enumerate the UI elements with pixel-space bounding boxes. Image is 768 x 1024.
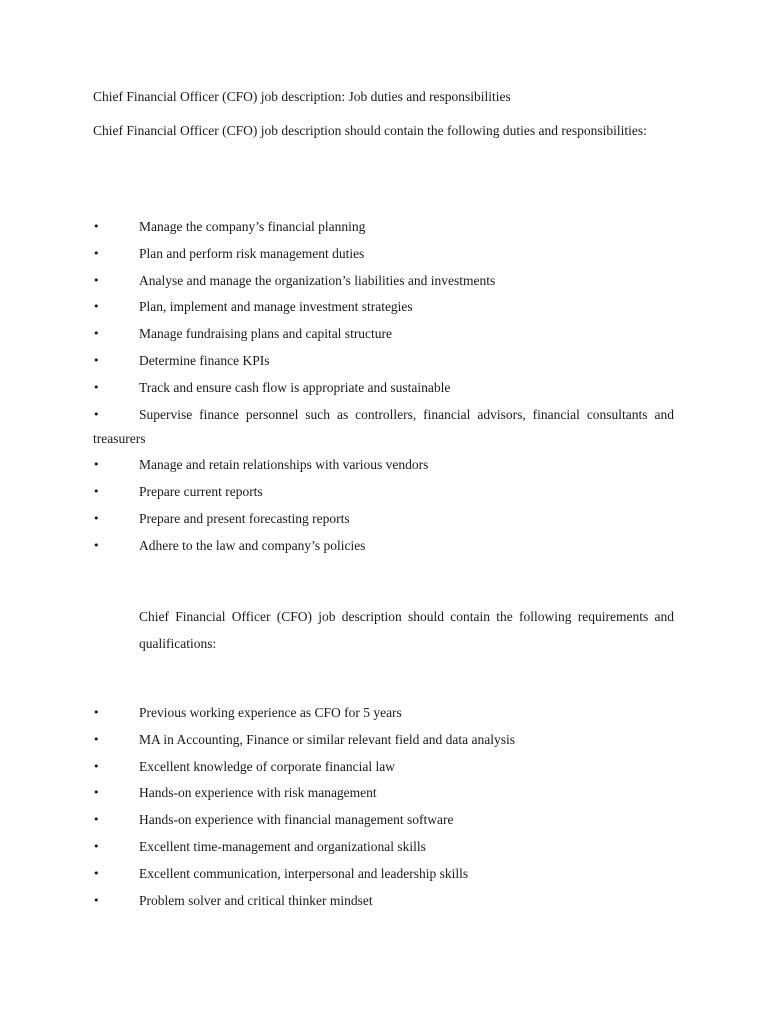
list-item-text: Prepare current reports	[139, 484, 263, 500]
bullet-icon: •	[93, 300, 100, 314]
list-item	[93, 755, 674, 779]
bullet-icon: •	[93, 353, 100, 367]
list-item-text: Problem solver and critical thinker mindset	[139, 892, 373, 908]
bullet-icon: •	[93, 246, 100, 260]
list-item-text: Hands-on experience with financial management software	[139, 812, 454, 828]
bullet-icon: •	[93, 407, 100, 421]
bullet-icon: •	[93, 706, 100, 719]
list-item-text: Analyse and manage the organization’s liabilities and investments	[139, 272, 496, 288]
list-item	[93, 781, 674, 805]
bullet-icon: •	[93, 866, 100, 880]
document-heading: Chief Financial Officer (CFO) job description: Job duties and responsibilities	[93, 89, 511, 104]
list-item-text: Hands-on experience with risk management	[139, 785, 377, 801]
list-item-text: MA in Accounting, Finance or similar relevant field and data analysis	[139, 731, 516, 747]
list-item-text: Plan and perform risk management duties	[139, 245, 365, 261]
list-item-text: Excellent communication, interpersonal and leadership skills	[139, 865, 469, 881]
list-item	[93, 376, 674, 400]
bullet-icon: •	[93, 485, 100, 499]
bullet-icon: •	[93, 273, 100, 287]
requirements-list	[93, 701, 674, 915]
bullet-icon: •	[93, 458, 100, 472]
list-item	[93, 889, 674, 913]
requirements-intro-paragraph: Chief Financial Officer (CFO) job description should contain the following requirements and qualifications:	[139, 609, 674, 651]
bullet-icon: •	[93, 511, 100, 525]
list-item-text: Manage and retain relationships with various vendors	[139, 457, 429, 473]
bullet-icon: •	[93, 786, 100, 800]
list-item	[93, 507, 674, 531]
list-item-text: Prepare and present forecasting reports	[139, 510, 350, 526]
list-item-text: Excellent time-management and organizational skills	[139, 838, 426, 854]
list-item-text: Excellent knowledge of corporate financial law	[139, 758, 396, 774]
duties-list	[93, 215, 674, 561]
bullet-icon: •	[93, 380, 100, 394]
bullet-icon: •	[93, 813, 100, 827]
list-item-text: Supervise finance personnel such as controllers, financial advisors, financial consultants and treasurers	[93, 406, 674, 446]
bullet-icon: •	[93, 759, 100, 773]
list-item-text: Manage fundraising plans and capital structure	[139, 326, 393, 342]
list-item	[93, 215, 674, 239]
list-item	[93, 349, 674, 373]
list-item	[93, 242, 674, 266]
list-item-text: Previous working experience as CFO for 5 years	[139, 705, 402, 720]
list-item	[93, 480, 674, 504]
list-item	[93, 862, 674, 886]
list-item	[93, 269, 674, 293]
duties-intro-paragraph: Chief Financial Officer (CFO) job description should contain the following duties and responsibilities:	[93, 123, 647, 138]
list-item-text: Adhere to the law and company’s policies	[139, 537, 366, 553]
list-item	[93, 808, 674, 832]
list-item-text: Track and ensure cash flow is appropriate and sustainable	[139, 379, 451, 395]
list-item	[93, 835, 674, 859]
list-item	[93, 728, 674, 752]
list-item	[93, 453, 674, 477]
list-item-text: Determine finance KPIs	[139, 352, 270, 368]
bullet-icon: •	[93, 839, 100, 853]
bullet-icon: •	[93, 538, 100, 552]
list-item	[93, 403, 674, 451]
list-item	[93, 701, 674, 725]
bullet-icon: •	[93, 893, 100, 907]
list-item	[93, 295, 674, 319]
list-item	[93, 534, 674, 558]
bullet-icon: •	[93, 732, 100, 746]
bullet-icon: •	[93, 220, 100, 233]
list-item	[93, 322, 674, 346]
bullet-icon: •	[93, 327, 100, 341]
list-item-text: Manage the company’s financial planning	[139, 219, 366, 234]
list-item-text: Plan, implement and manage investment strategies	[139, 299, 413, 315]
